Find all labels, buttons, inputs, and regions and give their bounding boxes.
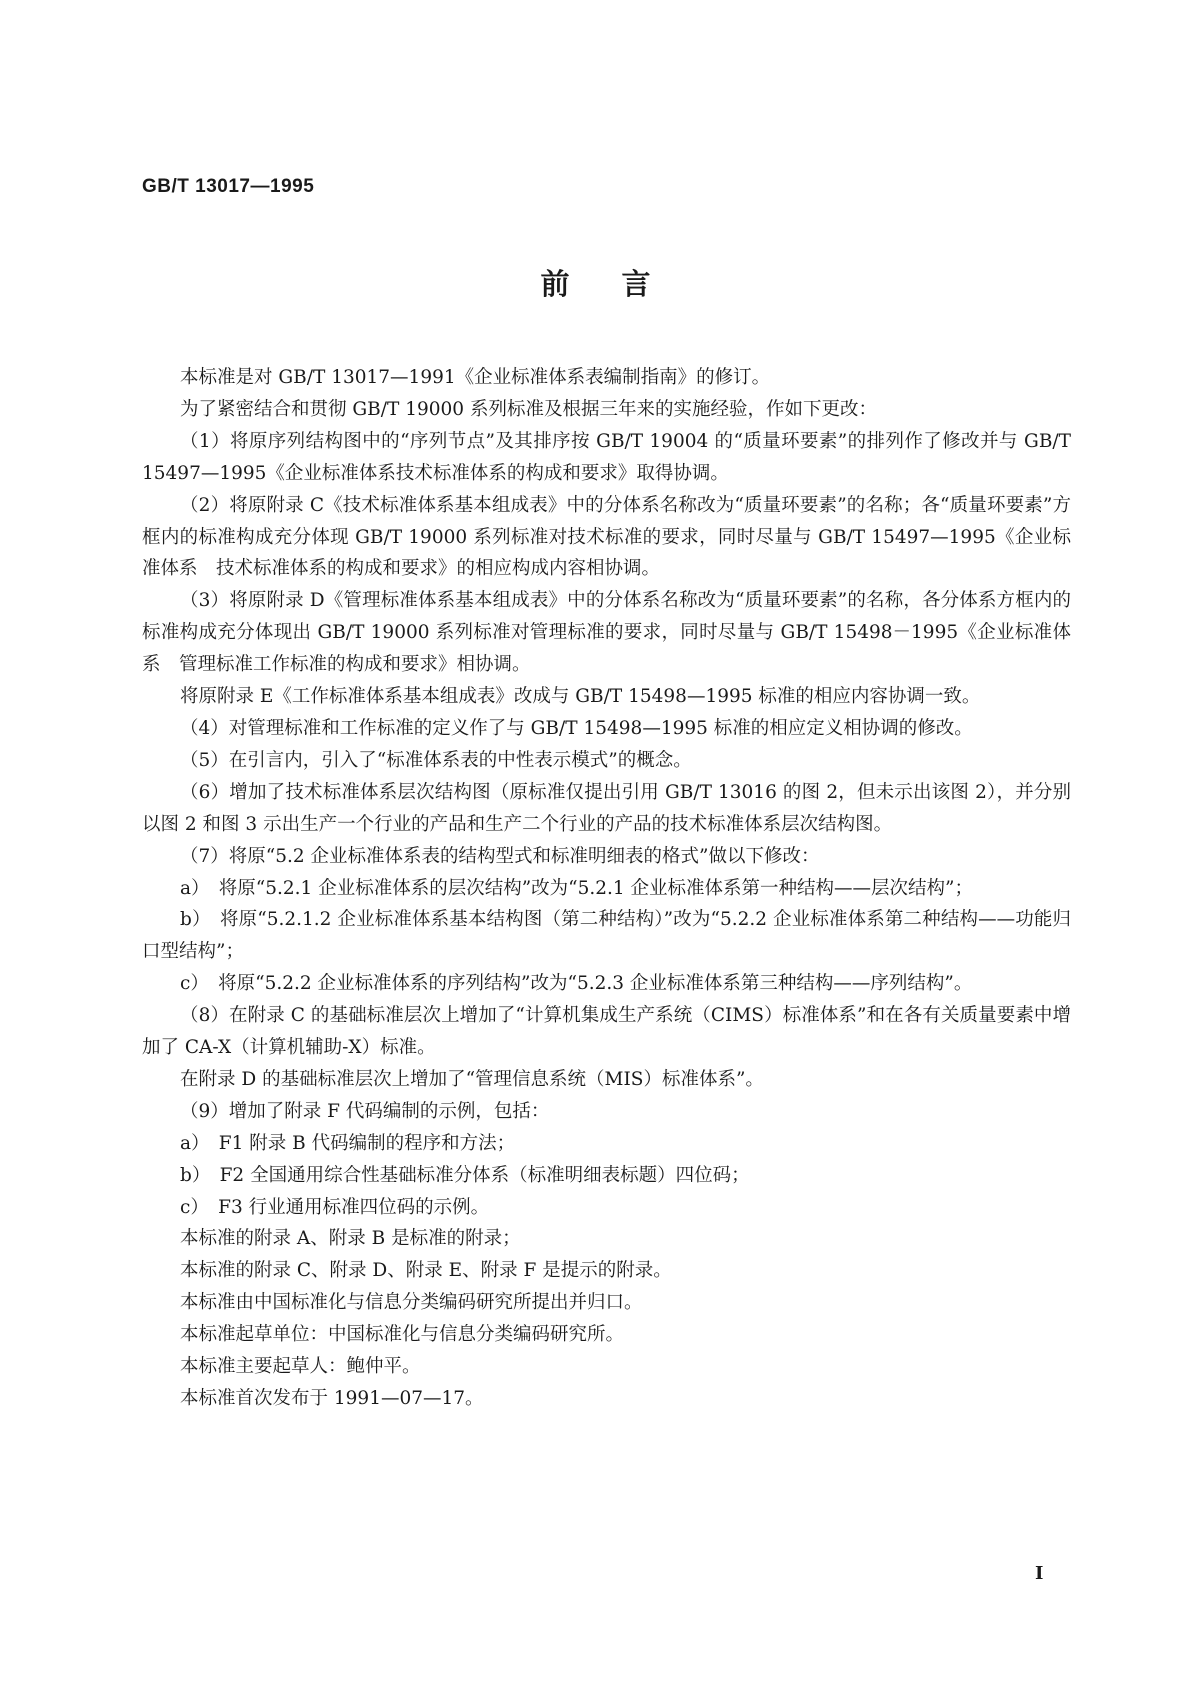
list-item: a） 将原“5.2.1 企业标准体系的层次结构”改为“5.2.1 企业标准体系第一种结构——层次结构”； [180,877,974,899]
paragraph: （9）增加了附录 F 代码编制的示例，包括： [180,1100,550,1122]
paragraph: （1）将原序列结构图中的“序列节点”及其排序按 GB/T 19004 的“质量环要素”的排列作了修改并与 GB/T 15497—1995《企业标准体系技术标准体系的构成和要求》取得协调。 [142,430,1071,484]
paragraph: 本标准的附录 C、附录 D、附录 E、附录 F 是提示的附录。 [180,1260,672,1282]
paragraph: （6）增加了技术标准体系层次结构图（原标准仅提出引用 GB/T 13016 的图 2，但未示出该图 2），并分别以图 2 和图 3 示出生产一个行业的产品和生产二个行业的产品的技术标准体系层次结构图。 [142,781,1071,835]
paragraph: 本标准由中国标准化与信息分类编码研究所提出并归口。 [180,1292,643,1314]
list-item: b） F2 全国通用综合性基础标准分体系（标准明细表标题）四位码； [180,1164,750,1186]
paragraph: 为了紧密结合和贯彻 GB/T 19000 系列标准及根据三年来的实施经验，作如下更改： [180,398,877,420]
list-item: a） F1 附录 B 代码编制的程序和方法； [180,1132,516,1154]
paragraph: 本标准是对 GB/T 13017—1991《企业标准体系表编制指南》的修订。 [180,367,771,388]
paragraph: （2）将原附录 C《技术标准体系基本组成表》中的分体系名称改为“质量环要素”的名称；各“质量环要素”方框内的标准构成充分体现 GB/T 19000 系列标准对技术标准的要求，同时尽量与 GB/T 15497—1995《企业标准体系 技术标准体系的构成和要求》的相应构成内容相协调。 [142,494,1071,580]
page-number: I [1035,1563,1044,1584]
paragraph: 将原附录 E《工作标准体系基本组成表》改成与 GB/T 15498—1995 标准的相应内容协调一致。 [180,686,981,708]
paragraph: （4）对管理标准和工作标准的定义作了与 GB/T 15498—1995 标准的相应定义相协调的修改。 [180,717,973,739]
preface-body [142,362,1071,1415]
list-item: c） 将原“5.2.2 企业标准体系的序列结构”改为“5.2.3 企业标准体系第三种结构——序列结构”。 [180,973,973,995]
paragraph: 本标准起草单位：中国标准化与信息分类编码研究所。 [180,1324,625,1346]
paragraph: （8）在附录 C 的基础标准层次上增加了“计算机集成生产系统（CIMS）标准体系”和在各有关质量要素中增加了 CA-X（计算机辅助-X）标准。 [142,1005,1071,1059]
list-item: b） 将原“5.2.1.2 企业标准体系基本结构图（第二种结构）”改为“5.2.2 企业标准体系第二种结构——功能归口型结构”； [142,909,1071,963]
paragraph: （3）将原附录 D《管理标准体系基本组成表》中的分体系名称改为“质量环要素”的名称，各分体系方框内的标准构成充分体现出 GB/T 19000 系列标准对管理标准的要求，同时尽量与 GB/T 15498－1995《企业标准体系 管理标准工作标准的构成和要求》相协调。 [142,590,1071,676]
paragraph: 本标准首次发布于 1991—07—17。 [180,1388,484,1409]
paragraph: 在附录 D 的基础标准层次上增加了“管理信息系统（MIS）标准体系”。 [180,1068,764,1090]
paragraph: 本标准的附录 A、附录 B 是标准的附录； [180,1228,521,1250]
paragraph: （7）将原“5.2 企业标准体系表的结构型式和标准明细表的格式”做以下修改： [180,845,820,867]
paragraph: 本标准主要起草人：鲍仲平。 [180,1356,421,1378]
page-title: 前言 [540,267,703,301]
document-code: GB/T 13017—1995 [142,176,315,197]
paragraph: （5）在引言内，引入了“标准体系表的中性表示模式”的概念。 [180,749,692,771]
list-item: c） F3 行业通用标准四位码的示例。 [180,1196,490,1218]
